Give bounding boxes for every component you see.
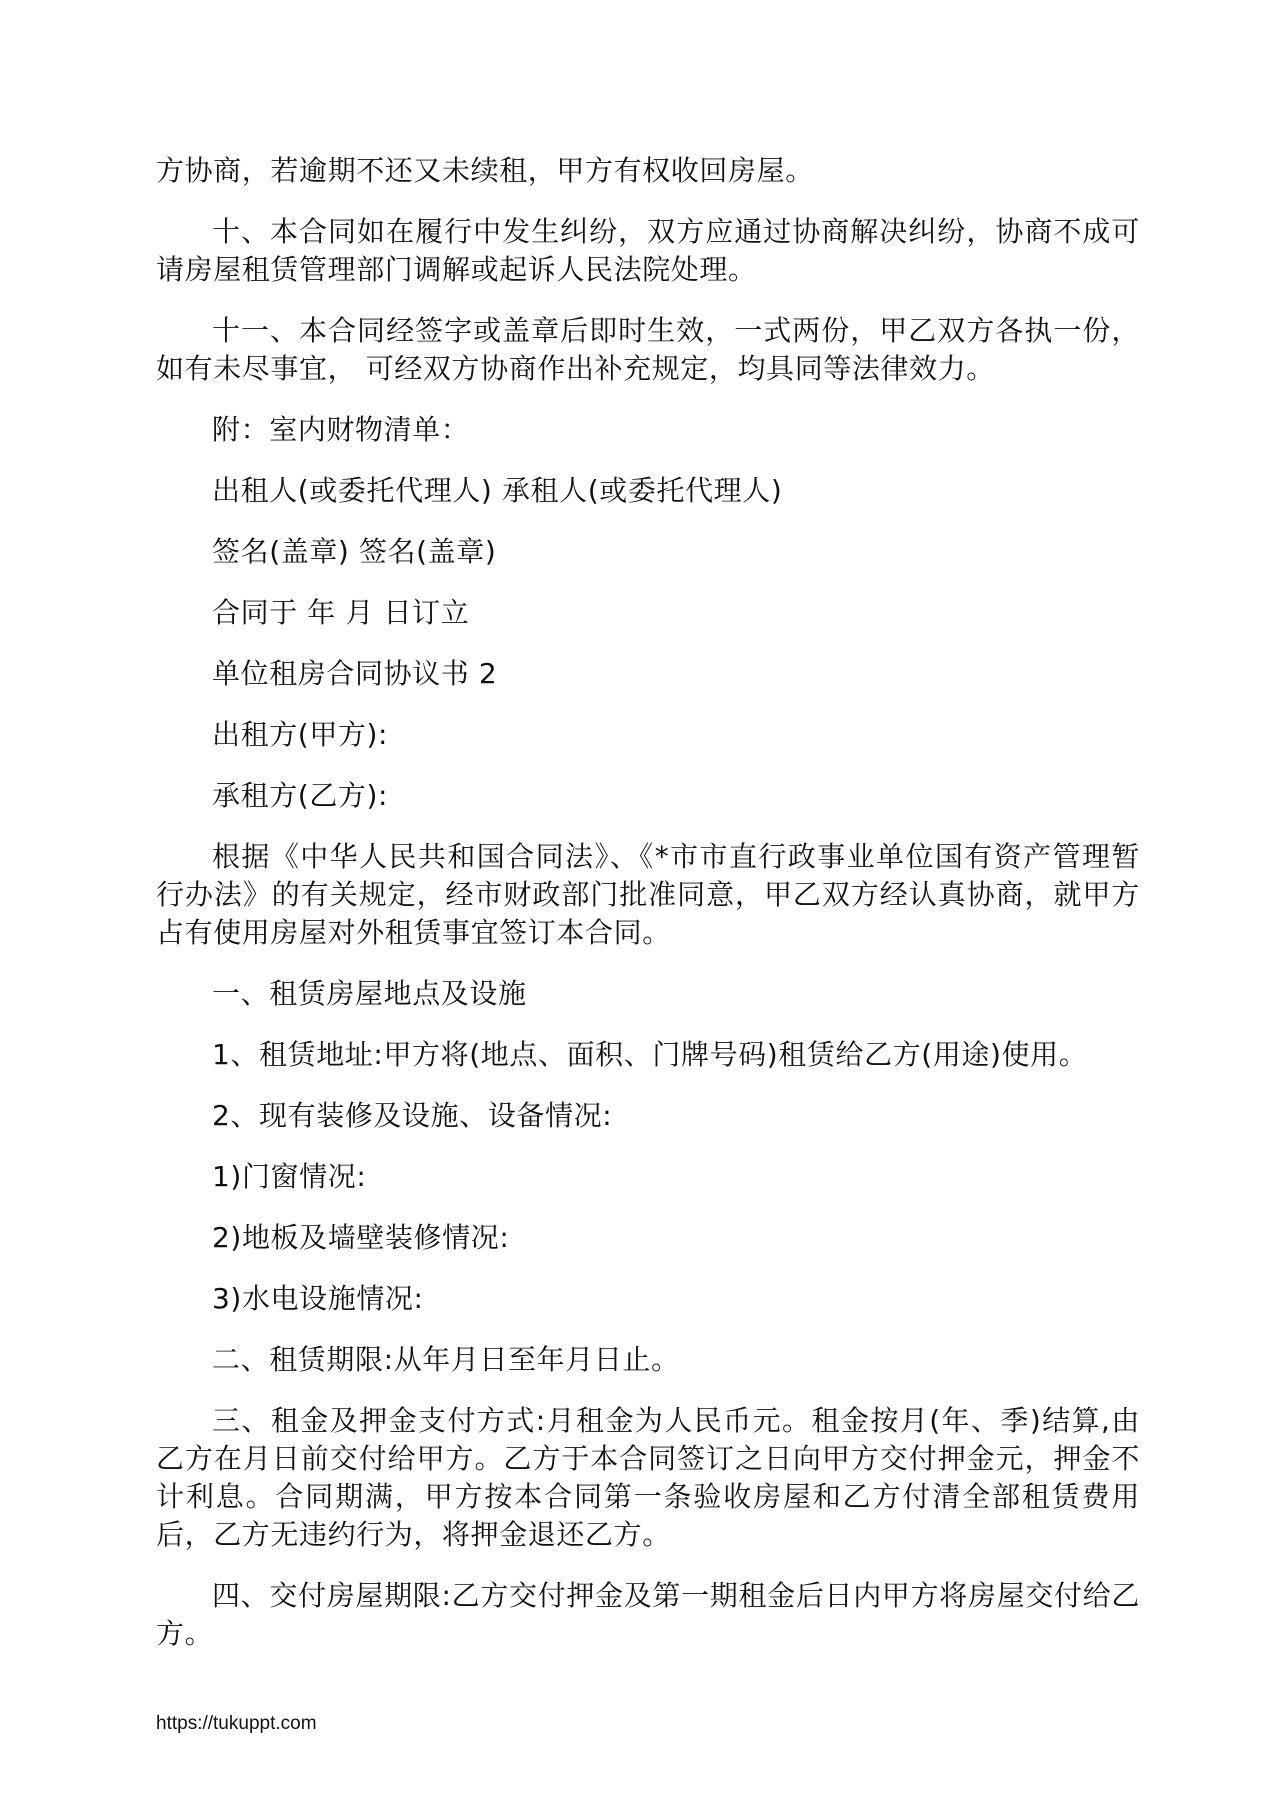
paragraph: 四、交付房屋期限:乙方交付押金及第一期租金后日内甲方将房屋交付给乙方。 (156, 1579, 1140, 1650)
paragraph: 十、本合同如在履行中发生纠纷，双方应通过协商解决纠纷，协商不成可请房屋租赁管理部门调解或起诉人民法院处理。 (156, 215, 1140, 286)
paragraph: 一、租赁房屋地点及设施 (212, 977, 527, 1010)
paragraph: 二、租赁期限:从年月日至年月日止。 (212, 1343, 680, 1376)
paragraph: 承租方(乙方): (212, 779, 389, 812)
paragraph: 出租方(甲方): (212, 718, 389, 751)
paragraph: 3)水电设施情况: (212, 1282, 424, 1315)
paragraph: 出租人(或委托代理人) 承租人(或委托代理人) (212, 474, 783, 507)
paragraph: 根据《中华人民共和国合同法》、《*市市直行政事业单位国有资产管理暂行办法》的有关规定，经市财政部门批准同意，甲乙双方经认真协商，就甲方占有使用房屋对外租赁事宜签订本合同。 (156, 840, 1140, 949)
paragraph: 单位租房合同协议书 2 (212, 657, 498, 690)
paragraph: 十一、本合同经签字或盖章后即时生效，一式两份，甲乙双方各执一份，如有未尽事宜， 可经双方协商作出补充规定，均具同等法律效力。 (156, 314, 1140, 385)
paragraph: 方协商，若逾期不还又未续租，甲方有权收回房屋。 (156, 154, 814, 187)
document-body (156, 152, 1140, 1676)
paragraph: 1、租赁地址:甲方将(地点、面积、门牌号码)租赁给乙方(用途)使用。 (212, 1038, 1088, 1071)
paragraph: 2)地板及墙壁装修情况: (212, 1221, 510, 1254)
footer-url: https://tukuppt.com (156, 1713, 317, 1734)
paragraph: 附：室内财物清单： (212, 413, 470, 446)
paragraph: 1)门窗情况: (212, 1160, 367, 1193)
paragraph: 合同于 年 月 日订立 (212, 596, 470, 629)
paragraph: 2、现有装修及设施、设备情况: (212, 1099, 613, 1132)
paragraph: 签名(盖章) 签名(盖章) (212, 535, 497, 568)
paragraph: 三、租金及押金支付方式:月租金为人民币元。租金按月(年、季)结算,由乙方在月日前交付给甲方。乙方于本合同签订之日向甲方交付押金元，押金不计利息。合同期满，甲方按本合同第一条验收房屋和乙方付清全部租赁费用后，乙方无违约行为，将押金退还乙方。 (156, 1404, 1140, 1551)
